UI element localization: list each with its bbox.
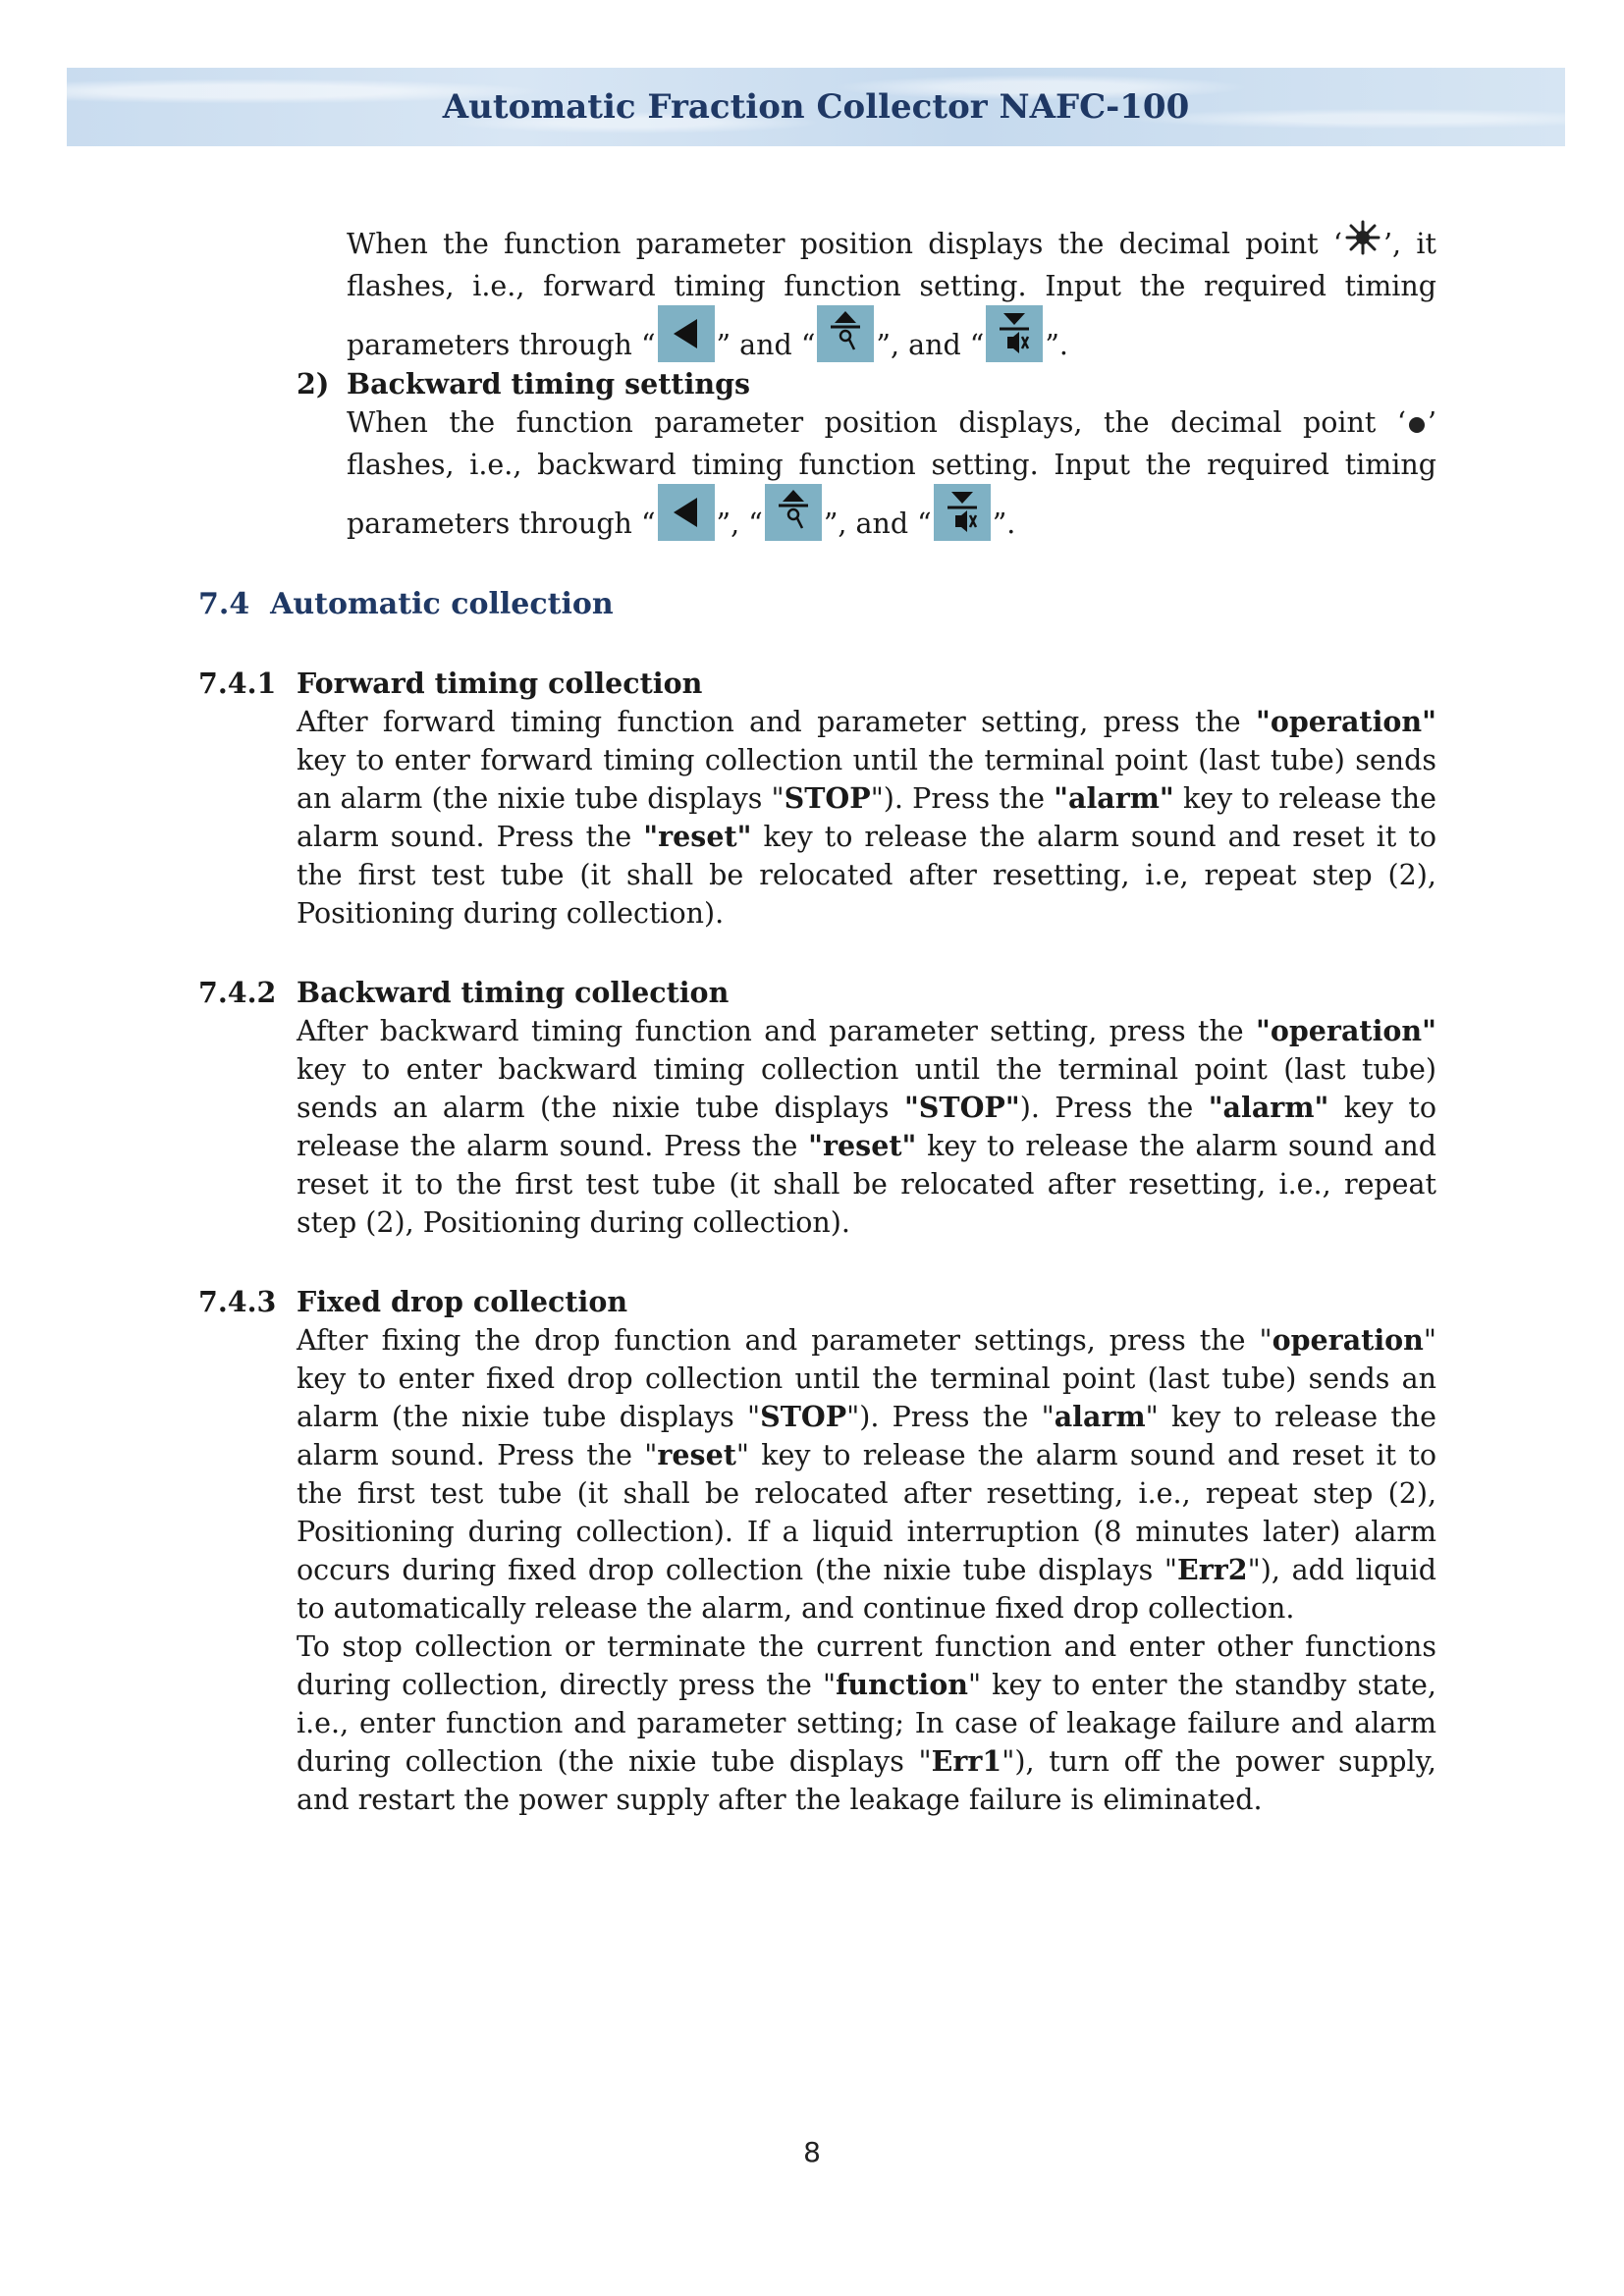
- text-run: ”, and “: [876, 329, 985, 361]
- text-run: "), add liquid to automatically release the alarm, and continue fixed drop collection.: [297, 1554, 1436, 1625]
- subsection-number: 7.4.3: [198, 1285, 277, 1318]
- text-run: "reset": [643, 820, 752, 853]
- text-run: key to release the alarm sound. Press the: [297, 1092, 1437, 1162]
- text-run: key to enter backward timing collection until the terminal point (last tube) sends an alarm (the nixie tube displays: [297, 1053, 1436, 1124]
- text-run: "operation": [1256, 1014, 1436, 1047]
- document-title: Automatic Fraction Collector NAFC-100: [442, 87, 1190, 127]
- text-run: key to release the alarm sound and reset it to the first test tube (it shall be relocated after resetting, i.e, repeat step (2), Positioning during collection).: [297, 821, 1436, 930]
- text-run: When the function parameter position displays the decimal point ‘: [347, 228, 1342, 260]
- text-run: 7.4: [198, 587, 250, 621]
- text-run: " key to release the alarm sound. Press the ": [297, 1401, 1437, 1471]
- text-run: " key to release the alarm sound and reset it to the first test tube (it shall be relocated after resetting, i.e., repeat step (2), Positioning during collection). If a liquid interruption (8 minutes later) alarm occurs during fixed drop collection (the nixie tube displays ": [297, 1439, 1437, 1586]
- header-banner: [67, 68, 1565, 146]
- decimal-point-dot-icon: [1406, 407, 1428, 446]
- text-run: ”.: [992, 507, 1016, 540]
- section-heading: [198, 587, 614, 621]
- text-run: ’ flashes, i.e., backward timing function setting. Input the required timing parameters through “: [347, 406, 1436, 540]
- text-run: "operation": [1256, 705, 1436, 738]
- text-run: "alarm": [1208, 1091, 1329, 1124]
- text-run: ’, it flashes, i.e., forward timing function setting. Input the required timing parameters through “: [347, 228, 1436, 361]
- text-run: "). Press the: [870, 782, 1055, 815]
- text-run: key to release the alarm sound. Press the: [297, 782, 1437, 853]
- list-number: 2): [297, 367, 330, 400]
- text-run: function: [836, 1668, 968, 1701]
- subsection-number: 7.4.2: [198, 976, 277, 1009]
- text-run: STOP: [784, 781, 871, 815]
- backward-timing-collection: [297, 974, 1436, 1242]
- text-run: Err2: [1177, 1553, 1248, 1586]
- text-run: key to release the alarm sound and reset it to the first test tube (it shall be relocated after resetting, i.e., repeat step (2), Positioning during collection).: [297, 1130, 1437, 1239]
- fixed-drop-collection: [297, 1283, 1436, 1819]
- text-run: key to enter forward timing collection until the terminal point (last tube) sends an alarm (the nixie tube displays ": [297, 744, 1436, 815]
- text-run: ). Press the: [1019, 1092, 1209, 1124]
- text-run: After fixing the drop function and parameter settings, press the ": [297, 1324, 1272, 1357]
- text-run: Automatic collection: [270, 587, 614, 621]
- text-run: ”, “: [716, 507, 763, 540]
- down-arrow-key-icon: [934, 484, 991, 541]
- page-number: 8: [803, 2136, 821, 2168]
- forward-settings-paragraph: [347, 218, 1436, 364]
- text-run: "reset": [808, 1129, 917, 1162]
- up-arrow-key-icon: [765, 484, 822, 541]
- text-run: ” and “: [716, 329, 816, 361]
- text-run: "STOP": [903, 1091, 1020, 1124]
- text-run: STOP: [760, 1400, 847, 1433]
- forward-timing-collection: [297, 665, 1436, 933]
- subsection-title: Forward timing collection: [297, 667, 703, 700]
- down-arrow-key-icon: [986, 305, 1043, 362]
- flashing-decimal-point-icon: [1342, 218, 1383, 267]
- text-run: "). Press the ": [846, 1401, 1055, 1433]
- subsection-title: Fixed drop collection: [297, 1285, 628, 1318]
- text-run: After backward timing function and parameter setting, press the: [297, 1015, 1257, 1047]
- text-run: "alarm": [1054, 781, 1174, 815]
- subsection-number: 7.4.1: [198, 667, 277, 700]
- subsection-title: Backward timing settings: [347, 367, 751, 400]
- left-arrow-key-icon: [658, 305, 715, 362]
- text-run: "), turn off the power supply, and restart the power supply after the leakage failure is eliminated.: [297, 1745, 1436, 1816]
- left-arrow-key-icon: [658, 484, 715, 541]
- text-run: After forward timing function and parameter setting, press the: [297, 706, 1257, 738]
- text-run: operation: [1272, 1323, 1424, 1357]
- text-run: To stop collection or terminate the current function and enter other functions during collection, directly press the ": [297, 1630, 1436, 1701]
- backward-settings-block: [347, 365, 1436, 543]
- text-run: " key to enter fixed drop collection until the terminal point (last tube) sends an alarm (the nixie tube displays ": [297, 1324, 1436, 1433]
- up-arrow-key-icon: [817, 305, 874, 362]
- text-run: " key to enter the standby state, i.e., enter function and parameter setting; In case of leakage failure and alarm during collection (the nixie tube displays ": [297, 1669, 1436, 1778]
- text-run: reset: [657, 1438, 736, 1471]
- text-run: ”.: [1045, 329, 1068, 361]
- text-run: Err1: [931, 1744, 1002, 1778]
- text-run: When the function parameter position displays, the decimal point ‘: [347, 406, 1406, 439]
- text-run: ”, and “: [823, 507, 932, 540]
- subsection-title: Backward timing collection: [297, 976, 730, 1009]
- text-run: alarm: [1054, 1400, 1146, 1433]
